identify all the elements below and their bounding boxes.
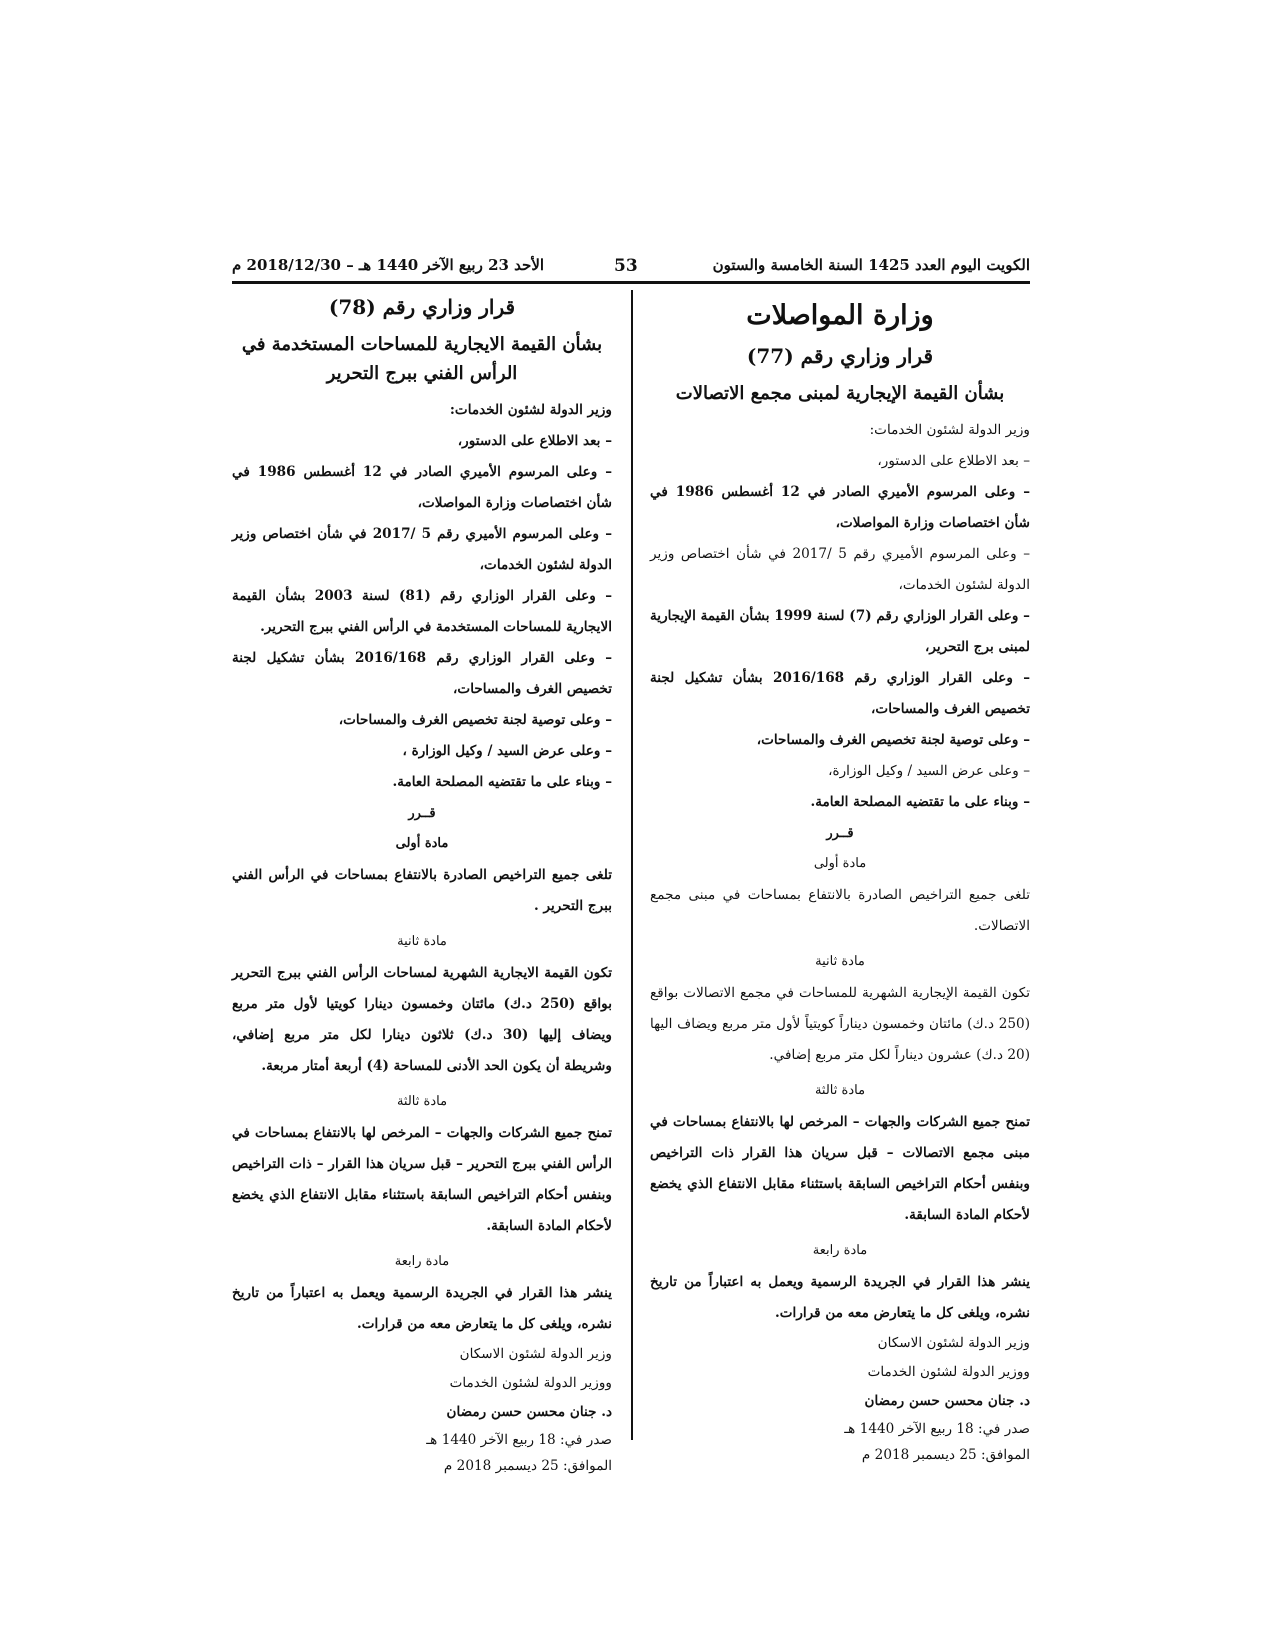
signature-title-2: ووزير الدولة لشئون الخدمات bbox=[867, 1363, 1030, 1380]
preamble-line: – وعلى توصية لجنة تخصيص الغرف والمساحات، bbox=[338, 711, 612, 728]
preamble-line: – وبناء على ما تقتضيه المصلحة العامة. bbox=[810, 793, 1030, 810]
article-2-text: تكون القيمة الإيجارية الشهرية للمساحات في مجمع الاتصالات بواقع (250 د.ك) مائتان وخمسون ديناراً كويتياً لأول متر مربع ويضاف اليها (20 د.ك) عشرون ديناراً لكل متر مربع إضافي. bbox=[650, 984, 1030, 1063]
signature-title-1: وزير الدولة لشئون الاسكان bbox=[459, 1345, 612, 1362]
preamble-line: – وعلى المرسوم الأميري الصادر في 12 أغسطس 1986 في شأن اختصاصات وزارة المواصلات، bbox=[650, 483, 1030, 531]
header-rule bbox=[232, 281, 1030, 284]
corresponding-date: الموافق: 25 ديسمبر 2018 م bbox=[861, 1446, 1030, 1463]
decree-78-title: قرار وزاري رقم (78) bbox=[328, 295, 516, 319]
article-1-title: مادة أولى bbox=[813, 855, 867, 871]
preamble-line: – وبناء على ما تقتضيه المصلحة العامة. bbox=[392, 773, 612, 790]
preamble-line: وزير الدولة لشئون الخدمات: bbox=[869, 421, 1030, 438]
preamble-line: – وعلى القرار الوزاري رقم (7) لسنة 1999 بشأن القيمة الإيجارية لمبنى برج التحرير، bbox=[650, 607, 1030, 655]
article-1-title: مادة أولى bbox=[395, 835, 449, 851]
preamble-line: – وعلى المرسوم الأميري الصادر في 12 أغسطس 1986 في شأن اختصاصات وزارة المواصلات، bbox=[232, 463, 612, 511]
preamble-line: – وعلى القرار الوزاري رقم 2016/168 بشأن تشكيل لجنة تخصيص الغرف والمساحات، bbox=[650, 669, 1030, 717]
article-2-title: مادة ثانية bbox=[815, 953, 865, 969]
decided-heading: قــرر bbox=[826, 825, 854, 841]
article-3-title: مادة ثالثة bbox=[814, 1082, 866, 1098]
page-header bbox=[232, 252, 1030, 282]
preamble-line: – وعلى القرار الوزاري رقم (81) لسنة 2003 بشأن القيمة الايجارية للمساحات المستخدمة في الرأس الفني ببرج التحرير. bbox=[232, 587, 612, 635]
page-number: 53 bbox=[614, 256, 638, 276]
article-1-text: تلغى جميع التراخيص الصادرة بالانتفاع بمساحات في الرأس الفني ببرج التحرير . bbox=[232, 866, 612, 914]
preamble-line: – وعلى القرار الوزاري رقم 2016/168 بشأن تشكيل لجنة تخصيص الغرف والمساحات، bbox=[232, 649, 612, 697]
decided-heading: قــرر bbox=[408, 805, 436, 821]
article-4-text: ينشر هذا القرار في الجريدة الرسمية ويعمل به اعتباراً من تاريخ نشره، ويلغى كل ما يتعارض معه من قرارات. bbox=[650, 1273, 1030, 1321]
article-4-title: مادة رابعة bbox=[394, 1253, 450, 1269]
preamble-line: وزير الدولة لشئون الخدمات: bbox=[449, 401, 612, 418]
preamble-line: – بعد الاطلاع على الدستور، bbox=[877, 452, 1030, 469]
article-2-title: مادة ثانية bbox=[397, 933, 447, 949]
header-date: الأحد 23 ربيع الآخر 1440 هـ – 2018/12/30 م bbox=[232, 256, 545, 274]
gazette-issue: الكويت اليوم العدد 1425 السنة الخامسة والستون bbox=[712, 256, 1030, 274]
column-divider bbox=[631, 290, 633, 1440]
issued-date: صدر في: 18 ربيع الآخر 1440 هـ bbox=[426, 1431, 612, 1448]
preamble-line: – بعد الاطلاع على الدستور، bbox=[457, 432, 612, 449]
preamble-line: – وعلى توصية لجنة تخصيص الغرف والمساحات، bbox=[756, 731, 1030, 748]
signature-title-1: وزير الدولة لشئون الاسكان bbox=[877, 1334, 1030, 1351]
preamble-line: – وعلى عرض السيد / وكيل الوزارة، bbox=[828, 762, 1030, 779]
preamble-line: – وعلى المرسوم الأميري رقم 5 /2017 في شأن اختصاص وزير الدولة لشئون الخدمات، bbox=[650, 545, 1030, 593]
article-3-text: تمنح جميع الشركات والجهات – المرخص لها بالانتفاع بمساحات في الرأس الفني ببرج التحرير – قبل سريان هذا القرار – ذات التراخيص وبنفس أحكام التراخيص السابقة باستثناء مقابل الانتفاع الذي يخضع لأحكام المادة السابقة. bbox=[232, 1124, 612, 1234]
article-3-title: مادة ثالثة bbox=[396, 1093, 448, 1109]
article-4-text: ينشر هذا القرار في الجريدة الرسمية ويعمل به اعتباراً من تاريخ نشره، ويلغى كل ما يتعارض معه من قرارات. bbox=[232, 1284, 612, 1332]
issued-date: صدر في: 18 ربيع الآخر 1440 هـ bbox=[844, 1420, 1030, 1437]
preamble-line: – وعلى المرسوم الأميري رقم 5 /2017 في شأن اختصاص وزير الدولة لشئون الخدمات، bbox=[232, 525, 612, 573]
signature-name: د. جنان محسن حسن رمضان bbox=[864, 1392, 1030, 1409]
decree-78-subject-line-1: بشأن القيمة الايجارية للمساحات المستخدمة في bbox=[241, 334, 603, 355]
preamble-line: – وعلى عرض السيد / وكيل الوزارة ، bbox=[402, 742, 612, 759]
ministry-heading: وزارة المواصلات bbox=[746, 300, 934, 331]
decree-77-column bbox=[650, 294, 1030, 1468]
decree-78-subject-line-2: الرأس الفني ببرج التحرير bbox=[326, 362, 518, 384]
decree-78-column bbox=[232, 294, 612, 1479]
signature-name: د. جنان محسن حسن رمضان bbox=[446, 1403, 612, 1420]
article-2-text: تكون القيمة الايجارية الشهرية لمساحات الرأس الفني ببرج التحرير بواقع (250 د.ك) مائتان وخمسون دينارا كويتيا لأول متر مربع ويضاف إليها (30 د.ك) ثلاثون دينارا لكل متر مربع إضافي، وشريطة أن يكون الحد الأدنى للمساحة (4) أربعة أمتار مربعة. bbox=[232, 964, 612, 1074]
article-4-title: مادة رابعة bbox=[812, 1242, 868, 1258]
article-3-text: تمنح جميع الشركات والجهات – المرخص لها بالانتفاع بمساحات في مبنى مجمع الاتصالات – قبل سريان هذا القرار ذات التراخيص وبنفس أحكام التراخيص السابقة باستثناء مقابل الانتفاع الذي يخضع لأحكام المادة السابقة. bbox=[650, 1113, 1030, 1223]
corresponding-date: الموافق: 25 ديسمبر 2018 م bbox=[443, 1457, 612, 1474]
decree-77-title: قرار وزاري رقم (77) bbox=[746, 344, 934, 369]
signature-title-2: ووزير الدولة لشئون الخدمات bbox=[449, 1374, 612, 1391]
article-1-text: تلغى جميع التراخيص الصادرة بالانتفاع بمساحات في مبنى مجمع الاتصالات. bbox=[650, 886, 1030, 934]
decree-77-subject: بشأن القيمة الإيجارية لمبنى مجمع الاتصالات bbox=[675, 383, 1005, 405]
